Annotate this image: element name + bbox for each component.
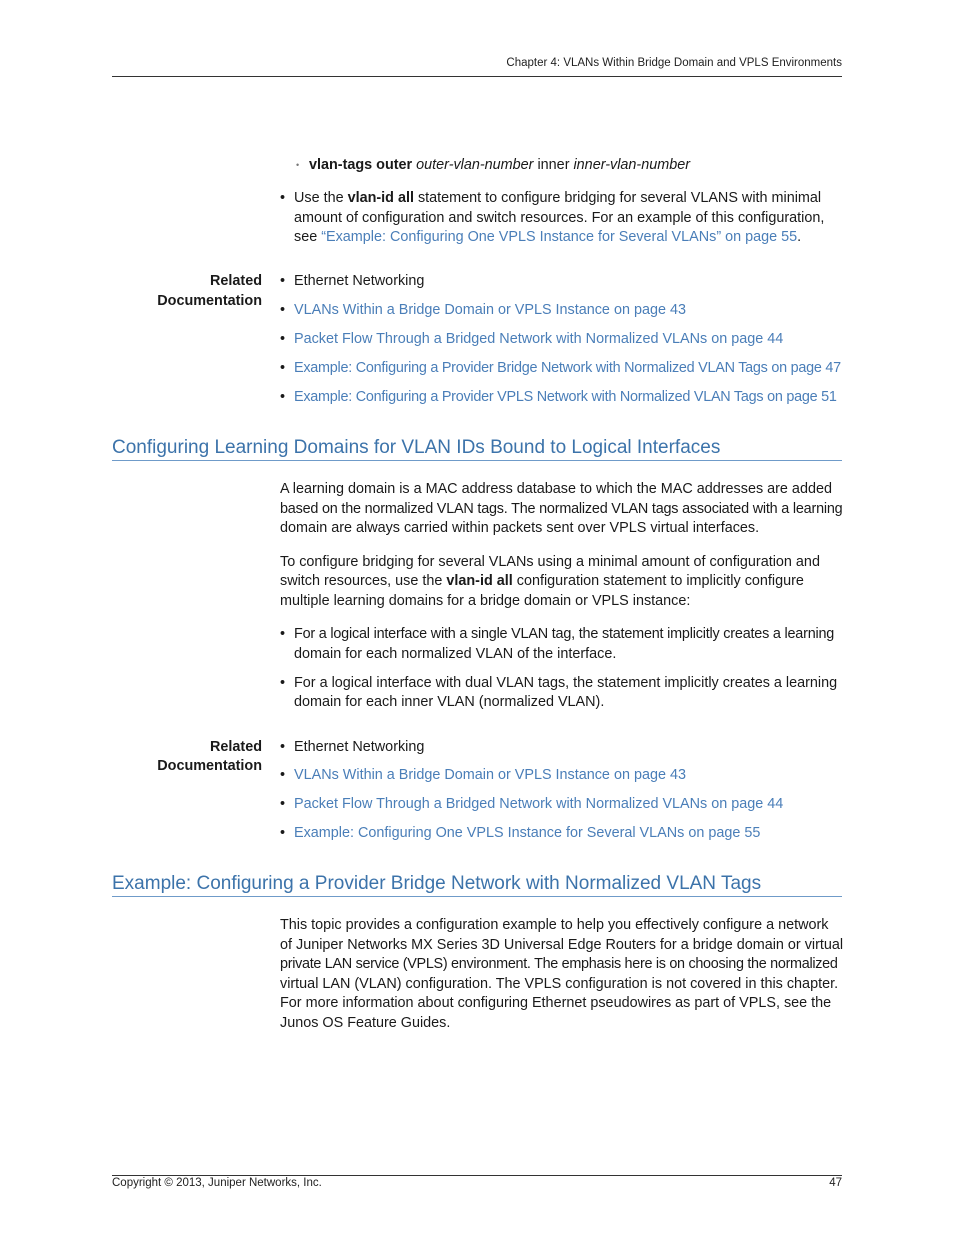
- syntax-keyword: vlan-tags outer: [309, 157, 417, 173]
- bullet-marker: •: [280, 767, 286, 783]
- paragraph-line: domain are always carried within packets sent over VPLS virtual interfaces.: [280, 520, 760, 536]
- paragraph-line: Junos OS Feature Guides.: [280, 1015, 451, 1031]
- bullet-line: For a logical interface with dual VLAN tags, the statement implicitly creates a learning: [294, 675, 838, 691]
- related-link[interactable]: VLANs Within a Bridge Domain or VPLS Instance on page 43: [294, 767, 686, 783]
- bullet-line: domain for each inner VLAN (normalized VLAN).: [294, 694, 605, 710]
- paragraph-line: based on the normalized VLAN tags. The normalized VLAN tags associated with a learning: [280, 501, 843, 517]
- related-link[interactable]: Example: Configuring One VPLS Instance for Several VLANs on page 55: [294, 825, 761, 841]
- bullet-marker: •: [280, 626, 286, 642]
- related-link[interactable]: Example: Configuring a Provider VPLS Network with Normalized VLAN Tags on page 51: [294, 389, 837, 405]
- section-heading: Example: Configuring a Provider Bridge Network with Normalized VLAN Tags: [112, 873, 762, 894]
- related-label: Related: [210, 739, 262, 755]
- syntax-inner-keyword: inner: [533, 157, 574, 173]
- syntax-outer-var: outer-vlan-number: [416, 157, 534, 173]
- keyword: vlan-id all: [347, 190, 414, 206]
- example-vpls-link[interactable]: “Example: Configuring One VPLS Instance for Several VLANs” on page 55: [321, 229, 798, 245]
- paragraph-line: A learning domain is a MAC address database to which the MAC addresses are added: [280, 481, 832, 497]
- paragraph-line: To configure bridging for several VLANs using a minimal amount of configuration and: [280, 554, 820, 570]
- text: Use the: [294, 190, 348, 206]
- paragraph-line: For more information about configuring Ethernet pseudowires as part of VPLS, see the: [280, 995, 832, 1011]
- bullet-marker: •: [280, 331, 286, 347]
- bullet-line: For a logical interface with a single VLAN tag, the statement implicitly creates a learning: [294, 626, 835, 642]
- page-number: 47: [829, 1177, 842, 1189]
- bullet-line: domain for each normalized VLAN of the interface.: [294, 646, 617, 662]
- related-link[interactable]: VLANs Within a Bridge Domain or VPLS Instance on page 43: [294, 302, 686, 318]
- text: statement to configure bridging for several VLANS with minimal: [413, 190, 822, 206]
- bullet-marker: •: [280, 796, 286, 812]
- related-link[interactable]: Packet Flow Through a Bridged Network with Normalized VLANs on page 44: [294, 331, 784, 347]
- footer: [112, 1177, 842, 1189]
- bullet-marker: •: [280, 825, 286, 841]
- running-head: Chapter 4: VLANs Within Bridge Domain and VPLS Environments: [506, 57, 842, 69]
- sub-bullet-marker: •: [296, 160, 300, 170]
- bullet-marker: •: [280, 389, 286, 405]
- text: see: [294, 229, 322, 245]
- paragraph-line: private LAN service (VPLS) environment. The emphasis here is on choosing the normalized: [280, 956, 838, 972]
- heading-rule: [112, 460, 842, 461]
- paragraph-line: multiple learning domains for a bridge domain or VPLS instance:: [280, 593, 691, 609]
- header-rule: [112, 76, 842, 77]
- vlan-id-all-bullet-line2: amount of configuration and switch resources. For an example of this configuration,: [294, 210, 825, 226]
- bullet-marker: •: [280, 675, 286, 691]
- related-item: Ethernet Networking: [294, 273, 425, 289]
- related-label: Related: [210, 273, 262, 289]
- footer-rule: [112, 1175, 842, 1176]
- documentation-label: Documentation: [157, 293, 262, 309]
- vlan-id-all-bullet-line3: [294, 228, 801, 248]
- bullet-marker: •: [280, 273, 286, 289]
- paragraph-line: virtual LAN (VLAN) configuration. The VPLS configuration is not covered in this chapter.: [280, 976, 839, 992]
- syntax-inner-var: inner-vlan-number: [573, 157, 691, 173]
- related-item: Ethernet Networking: [294, 739, 425, 755]
- paragraph-line: [280, 572, 804, 592]
- keyword: vlan-id all: [446, 573, 513, 589]
- documentation-label: Documentation: [157, 758, 262, 774]
- text: switch resources, use the: [280, 573, 447, 589]
- bullet-marker: •: [280, 302, 286, 318]
- heading-rule: [112, 896, 842, 897]
- text: .: [797, 229, 802, 245]
- paragraph-line: This topic provides a configuration example to help you effectively configure a network: [280, 917, 829, 933]
- paragraph-line: of Juniper Networks MX Series 3D Universal Edge Routers for a bridge domain or virtual: [280, 937, 844, 953]
- vlan-tags-syntax: [309, 156, 690, 176]
- related-link[interactable]: Packet Flow Through a Bridged Network with Normalized VLANs on page 44: [294, 796, 784, 812]
- related-link[interactable]: Example: Configuring a Provider Bridge Network with Normalized VLAN Tags on page 47: [294, 360, 841, 376]
- copyright: Copyright © 2013, Juniper Networks, Inc.: [112, 1177, 322, 1189]
- vlan-id-all-bullet-line1: [294, 189, 821, 209]
- bullet-marker: •: [280, 360, 286, 376]
- section-heading: Configuring Learning Domains for VLAN IDs Bound to Logical Interfaces: [112, 437, 721, 458]
- bullet-marker: •: [280, 739, 286, 755]
- bullet-marker: •: [280, 190, 286, 206]
- text: configuration statement to implicitly configure: [512, 573, 804, 589]
